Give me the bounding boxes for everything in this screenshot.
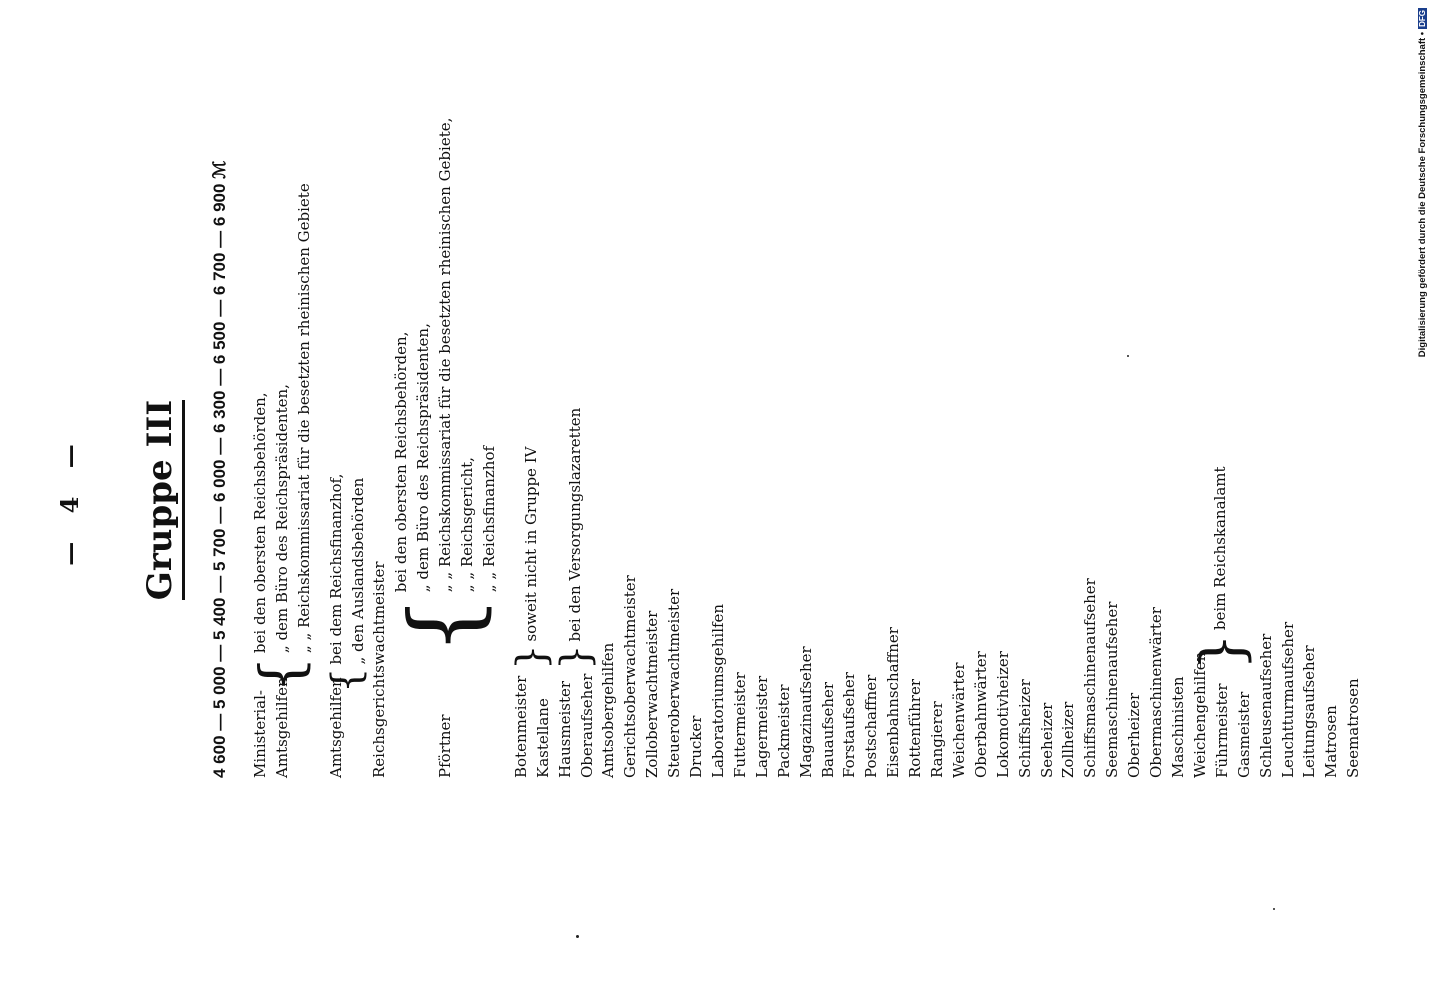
portner-item: „ dem Büro des Reichspräsidenten,: [414, 323, 433, 593]
list-item: Rottenführer: [906, 678, 925, 778]
list-item: Lokomotivheizer: [993, 651, 1012, 778]
list-item: Laboratoriumsgehilfen: [708, 603, 727, 778]
list-item: Rangierer: [928, 701, 947, 778]
list-item: Seemaschinenaufseher: [1103, 601, 1122, 778]
hausmeister-note: bei den Versorgungslazaretten: [565, 407, 584, 642]
list-item: Oberbahnwärter: [971, 651, 990, 778]
portner-item: bei den obersten Reichsbehörden,: [392, 331, 411, 593]
ministerial-item: bei den obersten Reichsbehörden,: [251, 392, 269, 654]
group-title-text: Gruppe III: [140, 400, 185, 600]
group-title: [140, 0, 180, 1000]
salary-scale: 4 600 — 5 000 — 5 400 — 5 700 — 6 000 — 6 300 — 6 500 — 6 700 — 6 900 ℳ: [210, 160, 229, 778]
list-item: Postschaffner: [862, 674, 881, 778]
botenmeister-note: soweit nicht in Gruppe IV: [521, 446, 540, 642]
list-item: Bauaufseher: [818, 681, 837, 778]
hausmeister-labels: [555, 673, 599, 778]
scan-speck: [576, 935, 579, 938]
list-item: Weichenwärter: [949, 662, 968, 778]
list-item: Lagermeister: [752, 675, 771, 778]
brace: }: [1187, 633, 1256, 670]
botenmeister-labels: [511, 673, 555, 778]
amtsgehilfen-item: „ den Auslandsbehörden: [348, 477, 367, 665]
list-item: Gerichtsoberwachtmeister: [621, 575, 640, 778]
list-item: Maschinisten: [1169, 676, 1187, 778]
list-item: Schiffsmaschinenaufseher: [1081, 578, 1100, 778]
portner-item: „ „ Reichsfinanzhof: [479, 445, 498, 593]
list-item: Schleusenaufseher: [1256, 633, 1275, 778]
hausmeister-block: [552, 118, 599, 778]
portner-items: [391, 118, 500, 593]
amtsgehilfen-block: [323, 118, 370, 778]
digitization-credit: [1417, 8, 1431, 398]
brace: }: [552, 644, 599, 670]
list-item: Leuchtturmaufseher: [1278, 621, 1297, 778]
list-item: Magazinaufseher: [796, 646, 815, 778]
occupation-list: [247, 117, 1365, 778]
list-item: Zollheizer: [1059, 701, 1078, 778]
list-item: Drucker: [687, 715, 706, 778]
list-item: Seematrosen: [1344, 678, 1363, 778]
list-item: Oberheizer: [1125, 692, 1144, 778]
list-item: Gasmeister: [1234, 691, 1253, 778]
portner-label: Pförtner: [436, 714, 455, 778]
list-item: Forstaufseher: [840, 672, 859, 778]
hausmeister-label: Hausmeister: [555, 680, 574, 778]
page-number: — 4 —: [55, 434, 84, 566]
brace: {: [247, 656, 315, 693]
kanalamt-note: beim Reichskanalamt: [1210, 466, 1229, 631]
dfg-logo: DFG: [1418, 10, 1427, 27]
portner-item: „ „ Reichskommissariat für die besetzten rheinischen Gebiete,: [436, 117, 455, 593]
amtsgehilfen-items: [326, 474, 370, 665]
list-item: Leitungsaufseher: [1300, 645, 1319, 778]
list-item: Packmeister: [774, 684, 793, 778]
list-item: Seeheizer: [1037, 702, 1056, 778]
scan-speck: [1127, 355, 1129, 357]
kastellane-label: Kastellane: [533, 698, 552, 778]
list-item: Steueroberwachtmeister: [665, 588, 684, 778]
ministerial-items: [250, 183, 316, 653]
scan-speck: [1273, 908, 1275, 910]
ministerial-item: „ „ Reichskommissariat für die besetzten rheinischen Gebiete: [294, 183, 313, 654]
occupation-list-2: [1256, 118, 1366, 778]
oberaufseher-label: Oberaufseher: [577, 673, 596, 778]
brace: {: [323, 667, 370, 693]
kanalamt-items: [1190, 651, 1256, 778]
botenmeister-label: Botenmeister: [511, 675, 530, 778]
list-item: Weichengehilfen: [1190, 651, 1209, 778]
botenmeister-block: [508, 118, 555, 778]
ministerial-item: „ dem Büro des Reichspräsidenten,: [272, 384, 291, 654]
ministerial-label-line1: Ministerial-: [251, 690, 269, 778]
brace: }: [508, 644, 555, 670]
list-item: Schiffsheizer: [1015, 679, 1034, 778]
ministerial-label: [250, 677, 294, 778]
list-item: Zolloberwachtmeister: [643, 610, 662, 778]
credit-text: Digitalisierung gefördert durch die Deutsche Forschungsgemeinschaft •: [1417, 31, 1428, 358]
list-item: Futtermeister: [730, 672, 749, 778]
list-item: Führmeister: [1212, 683, 1231, 778]
ministerial-block: [247, 118, 316, 778]
amtsgehilfen-label: Amtsgehilfen: [326, 677, 345, 778]
amtsgehilfen-item: bei dem Reichsfinanzhof,: [326, 473, 345, 665]
list-item: Obermaschinenwärter: [1147, 607, 1166, 778]
list-item: Matrosen: [1322, 705, 1341, 778]
portner-block: [391, 118, 500, 778]
ministerial-label-line2: Amtsgehilfen: [272, 677, 291, 778]
reichsgericht-label: Reichsgerichtswachtmeister: [370, 561, 389, 778]
portner-item: „ „ Reichsgericht,: [458, 457, 477, 593]
brace: {: [390, 595, 500, 655]
list-item: Amtsobergehilfen: [599, 642, 618, 778]
kanalamt-block: [1187, 118, 1256, 778]
occupation-list-1: [598, 118, 1189, 778]
list-item: Eisenbahnschaffner: [884, 627, 903, 778]
